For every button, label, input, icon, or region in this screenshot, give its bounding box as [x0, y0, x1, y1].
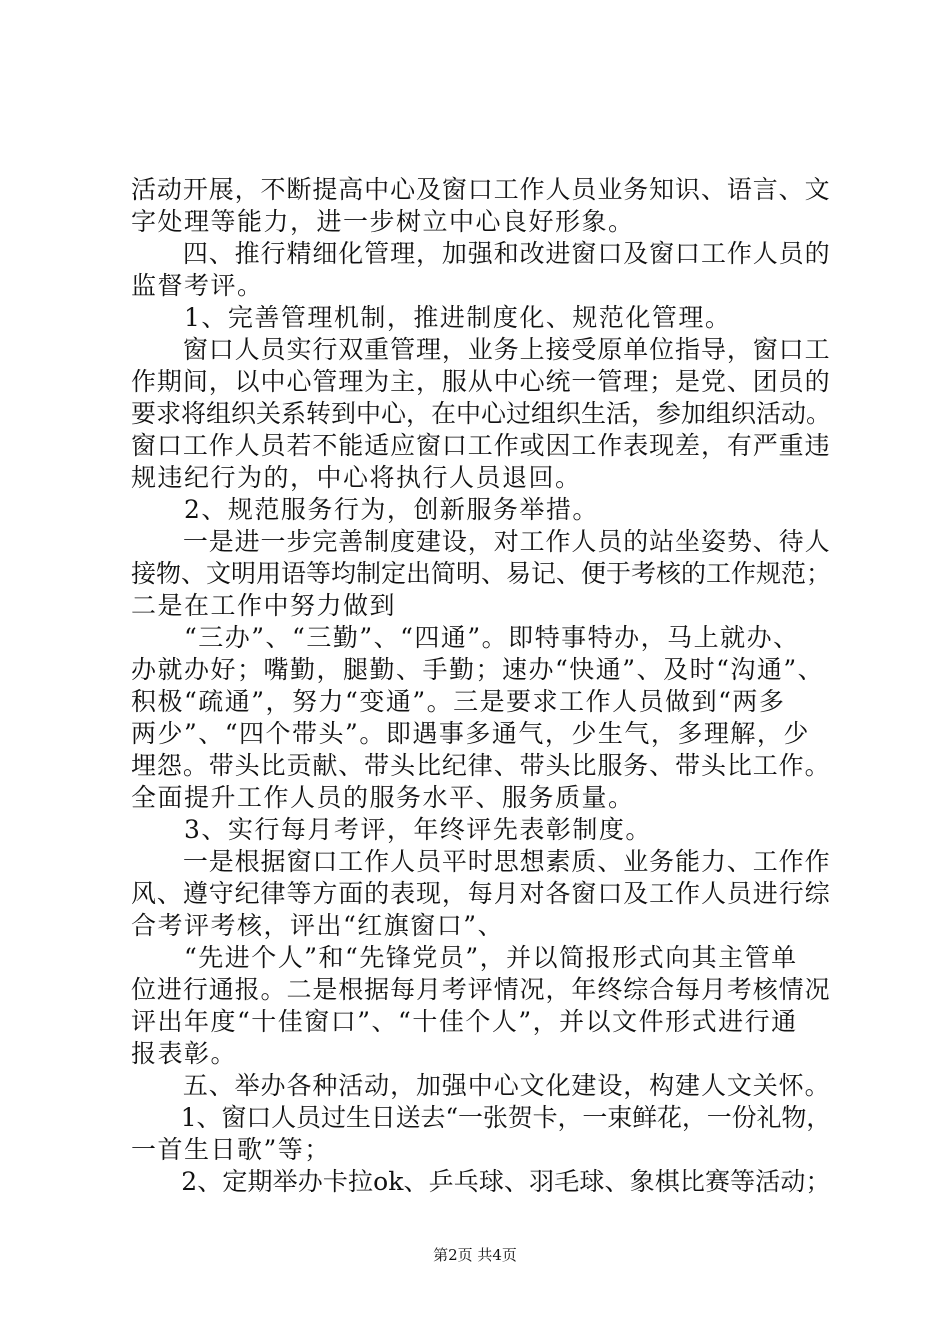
page-number-footer: 第2页 共4页 — [433, 1246, 517, 1264]
text-line: 一是根据窗口工作人员平时思想素质、业务能力、工作作 — [131, 847, 831, 876]
text-line: 五、举办各种活动，加强中心文化建设，构建人文关怀。 — [131, 1071, 831, 1100]
text-line: “先进个人”和“先锋党员”，并以简报形式向其主管单 — [131, 943, 798, 972]
text-line: 3、实行每月考评，年终评先表彰制度。 — [131, 815, 652, 844]
text-line: 1、窗口人员过生日送去“一张贺卡，一束鲜花，一份礼物， — [131, 1103, 832, 1132]
text-line: 一是进一步完善制度建设，对工作人员的站坐姿势、待人 — [131, 527, 831, 556]
text-line: 1、完善管理机制，推进制度化、规范化管理。 — [131, 303, 732, 332]
text-line: 字处理等能力，进一步树立中心良好形象。 — [131, 207, 635, 236]
text-line: 2、规范服务行为，创新服务举措。 — [131, 495, 599, 524]
text-line: 窗口工作人员若不能适应窗口工作或因工作表现差，有严重违 — [131, 431, 831, 460]
text-line: 规违纪行为的，中心将执行人员退回。 — [131, 463, 582, 492]
text-line: 要求将组织关系转到中心，在中心过组织生活，参加组织活动。 — [131, 399, 832, 428]
text-line: “三办”、“三勤”、“四通”。即特事特办，马上就办、 — [131, 623, 800, 652]
text-line: 活动开展，不断提高中心及窗口工作人员业务知识、语言、文 — [131, 175, 831, 204]
text-line: 二是在工作中努力做到 — [131, 591, 397, 620]
text-line: 接物、文明用语等均制定出简明、易记、便于考核的工作规范； — [131, 559, 832, 588]
text-line: 全面提升工作人员的服务水平、服务质量。 — [131, 783, 635, 812]
text-line: 报表彰。 — [131, 1039, 238, 1068]
text-line: 监督考评。 — [131, 271, 264, 300]
text-line: 埋怨。带头比贡献、带头比纪律、带头比服务、带头比工作。 — [131, 751, 831, 780]
text-line: 一首生日歌”等； — [131, 1135, 331, 1164]
text-line: 两少”、“四个带头”。即遇事多通气，少生气，多理解，少 — [131, 719, 810, 748]
text-line: 作期间，以中心管理为主，服从中心统一管理；是党、团员的 — [131, 367, 831, 396]
text-line: 位进行通报。二是根据每月考评情况，年终综合每月考核情况 — [131, 975, 831, 1004]
text-line: 积极“疏通”，努力“变通”。三是要求工作人员做到“两多 — [131, 687, 786, 716]
text-line: 风、遵守纪律等方面的表现，每月对各窗口及工作人员进行综 — [131, 879, 831, 908]
text-line: 窗口人员实行双重管理，业务上接受原单位指导，窗口工 — [131, 335, 831, 364]
text-line: 办就办好；嘴勤，腿勤、手勤；速办“快通”、及时“沟通”、 — [131, 655, 825, 684]
text-line: 四、推行精细化管理，加强和改进窗口及窗口工作人员的 — [131, 239, 831, 268]
text-line: 合考评考核，评出“红旗窗口”、 — [131, 911, 505, 940]
text-line: 2、定期举办卡拉ok、乒乓球、羽毛球、象棋比赛等活动； — [131, 1167, 831, 1196]
text-line: 评出年度“十佳窗口”、“十佳个人”，并以文件形式进行通 — [131, 1007, 798, 1036]
